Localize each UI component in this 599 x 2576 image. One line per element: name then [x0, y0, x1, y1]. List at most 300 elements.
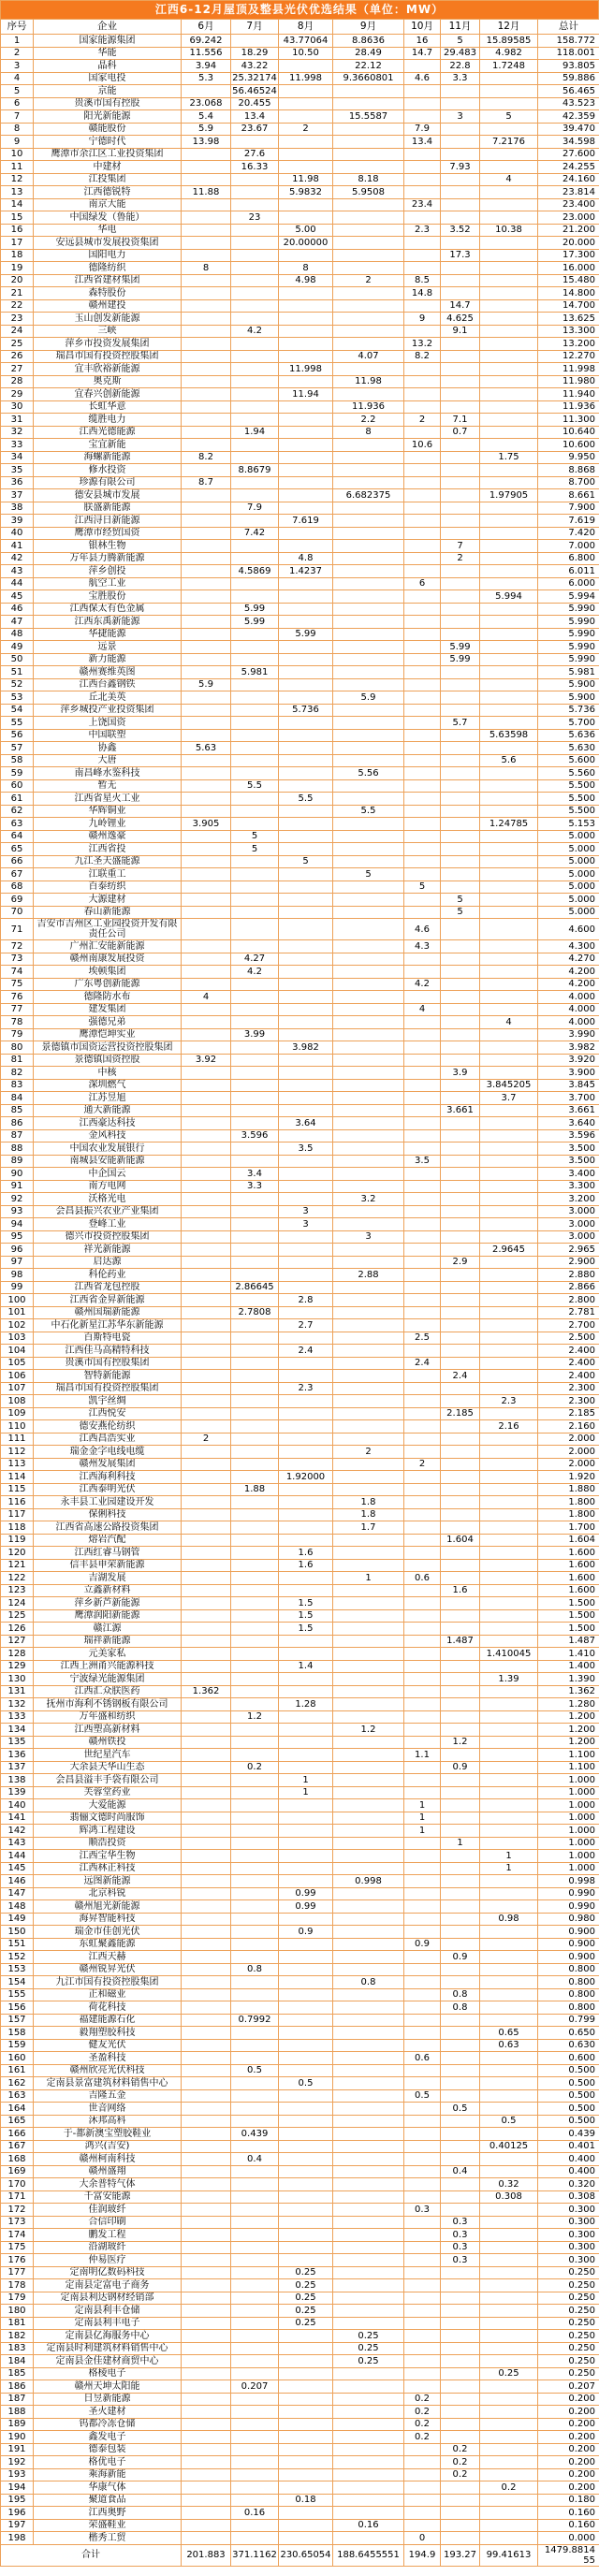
row-index-cell: 25 [1, 338, 34, 351]
month-value-cell [182, 1976, 231, 1989]
month-value-cell: 0.40125 [480, 2140, 538, 2153]
month-value-cell: 8 [279, 262, 333, 275]
total-cell: 0.800 [538, 2001, 599, 2015]
row-index-cell: 182 [1, 2330, 34, 2343]
total-cell: 0.180 [538, 2494, 599, 2507]
month-value-cell [480, 287, 538, 300]
company-cell: 吉隆五金 [34, 2089, 182, 2103]
month-value-cell [231, 1345, 279, 1358]
table-row [1, 489, 599, 502]
month-value-cell [333, 2064, 404, 2077]
month-value-cell [480, 805, 538, 818]
month-value-cell [279, 338, 333, 351]
row-index-cell: 17 [1, 237, 34, 250]
company-cell: 九岭锂业 [34, 818, 182, 831]
total-cell: 3.500 [538, 1142, 599, 1156]
month-value-cell [480, 1584, 538, 1597]
row-index-cell: 67 [1, 868, 34, 881]
month-value-cell [441, 1446, 480, 1459]
table-row [1, 2292, 599, 2305]
month-value-cell [404, 1345, 441, 1358]
total-cell: 27.600 [538, 148, 599, 161]
month-value-cell [333, 1180, 404, 1193]
month-value-cell [441, 1508, 480, 1521]
month-value-cell [231, 1724, 279, 1737]
month-value-cell: 0.9 [441, 1951, 480, 1964]
month-value-cell: 2.3 [279, 1382, 333, 1395]
total-cell: 0.800 [538, 1976, 599, 1989]
row-index-cell: 109 [1, 1407, 34, 1420]
month-value-cell [279, 1761, 333, 1774]
month-value-cell [441, 2178, 480, 2191]
month-value-cell [182, 464, 231, 477]
month-value-cell [404, 1168, 441, 1181]
table-row [1, 894, 599, 907]
table-row [1, 666, 599, 679]
month-value-cell [404, 966, 441, 979]
month-value-cell [404, 2456, 441, 2469]
month-value-cell [231, 1104, 279, 1117]
total-cell: 13.300 [538, 325, 599, 338]
table-row [1, 1623, 599, 1636]
month-value-cell [333, 2279, 404, 2292]
month-value-cell [480, 1837, 538, 1850]
month-value-cell [279, 742, 333, 755]
month-value-cell [231, 2039, 279, 2052]
total-cell: 0.200 [538, 2406, 599, 2419]
month-value-cell: 2.4 [441, 1370, 480, 1383]
month-value-cell [333, 590, 404, 604]
company-cell: 宜丰欣裕新能源 [34, 363, 182, 376]
month-value-cell [404, 1256, 441, 1269]
month-value-cell [480, 1521, 538, 1535]
column-header: 8月 [279, 20, 333, 35]
row-index-cell: 106 [1, 1370, 34, 1383]
row-index-cell: 14 [1, 198, 34, 211]
company-cell: 翡俪文德时尚服饰 [34, 1812, 182, 1825]
total-cell: 0.207 [538, 2380, 599, 2394]
month-value-cell [404, 855, 441, 868]
month-value-cell: 3.905 [182, 818, 231, 831]
month-value-cell [480, 515, 538, 528]
month-value-cell: 3.64 [279, 1117, 333, 1130]
month-value-cell [480, 476, 538, 489]
total-cell: 0.300 [538, 2229, 599, 2242]
company-cell: 奥克斯 [34, 375, 182, 388]
row-index-cell: 64 [1, 830, 34, 843]
month-value-cell [404, 1028, 441, 1041]
month-value-cell [279, 2027, 333, 2040]
month-total-cell: 230.65054 [279, 2544, 333, 2566]
month-value-cell [182, 1572, 231, 1585]
month-value-cell [182, 2254, 231, 2267]
table-row [1, 35, 599, 48]
month-value-cell: 3.94 [182, 60, 231, 73]
month-value-cell [404, 1067, 441, 1080]
total-cell: 2.000 [538, 1433, 599, 1446]
total-cell: 1.362 [538, 1685, 599, 1698]
column-header: 11月 [441, 20, 480, 35]
table-row [1, 1332, 599, 1345]
company-cell: 景德镇国资控股 [34, 1054, 182, 1067]
month-value-cell [480, 198, 538, 211]
month-value-cell [404, 1584, 441, 1597]
table-row [1, 1028, 599, 1041]
month-value-cell [404, 1559, 441, 1572]
month-value-cell [182, 1458, 231, 1471]
month-value-cell [404, 527, 441, 540]
month-value-cell: 23.068 [182, 97, 231, 110]
month-value-cell [182, 2089, 231, 2103]
month-value-cell [480, 414, 538, 427]
month-value-cell [182, 515, 231, 528]
company-cell: 大爱能源 [34, 1799, 182, 1812]
month-value-cell [441, 1218, 480, 1231]
month-value-cell [441, 855, 480, 868]
month-value-cell [480, 855, 538, 868]
month-value-cell [279, 540, 333, 553]
month-value-cell [182, 1357, 231, 1370]
row-index-cell: 82 [1, 1067, 34, 1080]
month-value-cell: 2 [441, 552, 480, 565]
total-cell: 0.800 [538, 1988, 599, 2001]
table-row [1, 148, 599, 161]
month-value-cell [333, 1812, 404, 1825]
table-row [1, 919, 599, 940]
total-cell: 0.200 [538, 2443, 599, 2456]
month-value-cell [182, 1003, 231, 1016]
table-row [1, 1951, 599, 1964]
table-row [1, 1938, 599, 1951]
month-value-cell [333, 97, 404, 110]
month-value-cell [279, 1104, 333, 1117]
header-row [1, 20, 599, 35]
column-header: 6月 [182, 20, 231, 35]
month-value-cell [441, 1092, 480, 1105]
month-value-cell: 11.998 [279, 363, 333, 376]
month-value-cell [441, 1028, 480, 1041]
month-value-cell [231, 1572, 279, 1585]
month-total-cell: 188.6455551 [333, 2544, 404, 2566]
company-cell: 宁波绿光能源集团 [34, 1673, 182, 1686]
month-value-cell [404, 186, 441, 199]
row-index-cell: 171 [1, 2190, 34, 2204]
table-row [1, 2393, 599, 2406]
company-cell: 国阳电力 [34, 249, 182, 262]
month-value-cell [480, 2532, 538, 2545]
month-value-cell [333, 2532, 404, 2545]
month-value-cell [404, 2153, 441, 2166]
month-value-cell: 9.3660801 [333, 72, 404, 85]
month-value-cell [480, 1129, 538, 1142]
table-row [1, 1433, 599, 1446]
total-cell: 4.200 [538, 966, 599, 979]
month-value-cell [279, 880, 333, 894]
row-index-cell: 86 [1, 1117, 34, 1130]
month-total-cell: 371.1162 [231, 2544, 279, 2566]
company-cell: 珍源有限公司 [34, 476, 182, 489]
total-cell: 11.940 [538, 388, 599, 401]
total-cell: 1.604 [538, 1534, 599, 1547]
month-value-cell: 2.4 [404, 1357, 441, 1370]
month-value-cell [182, 2443, 231, 2456]
row-index-cell: 66 [1, 855, 34, 868]
table-row [1, 1710, 599, 1724]
month-value-cell: 3.3 [441, 72, 480, 85]
row-index-cell: 183 [1, 2342, 34, 2355]
company-cell: 世音网络 [34, 2103, 182, 2116]
month-value-cell: 1.5 [279, 1597, 333, 1610]
row-index-cell: 191 [1, 2443, 34, 2456]
month-value-cell [441, 287, 480, 300]
row-index-cell: 2 [1, 47, 34, 60]
total-cell: 3.000 [538, 1218, 599, 1231]
row-index-cell: 144 [1, 1850, 34, 1863]
row-index-cell: 42 [1, 552, 34, 565]
month-value-cell: 1 [404, 1825, 441, 1838]
month-value-cell [231, 173, 279, 186]
month-value-cell [441, 793, 480, 806]
total-cell: 1.500 [538, 1623, 599, 1636]
month-value-cell: 3.982 [279, 1041, 333, 1055]
company-cell: 聚道食品 [34, 2494, 182, 2507]
company-cell: 华康气体 [34, 2481, 182, 2495]
month-value-cell [404, 2254, 441, 2267]
row-index-cell: 68 [1, 880, 34, 894]
month-value-cell [231, 628, 279, 641]
month-value-cell [182, 1521, 231, 1535]
month-value-cell [182, 2266, 231, 2279]
company-cell: 定南县利丰电子 [34, 2317, 182, 2330]
month-value-cell [441, 1458, 480, 1471]
month-value-cell [480, 616, 538, 629]
month-value-cell [279, 489, 333, 502]
total-cell: 4.000 [538, 1003, 599, 1016]
row-index-cell: 51 [1, 666, 34, 679]
total-cell: 1.000 [538, 1850, 599, 1863]
table-row [1, 1584, 599, 1597]
month-value-cell: 0.5 [279, 2077, 333, 2090]
month-value-cell: 1 [480, 1862, 538, 1875]
row-index-cell: 105 [1, 1357, 34, 1370]
month-value-cell [182, 843, 231, 856]
month-value-cell [480, 148, 538, 161]
month-value-cell [404, 1370, 441, 1383]
table-row [1, 704, 599, 717]
month-value-cell [333, 338, 404, 351]
month-value-cell [333, 1054, 404, 1067]
month-value-cell [182, 1850, 231, 1863]
total-cell: 23.400 [538, 198, 599, 211]
month-value-cell [404, 110, 441, 124]
table-row [1, 1407, 599, 1420]
month-value-cell [333, 1988, 404, 2001]
company-cell: 南昌峰水鉴科技 [34, 767, 182, 780]
month-value-cell [182, 1117, 231, 1130]
total-cell: 0.998 [538, 1875, 599, 1888]
total-cell: 118.001 [538, 47, 599, 60]
month-value-cell [182, 2128, 231, 2141]
total-cell: 11.998 [538, 363, 599, 376]
month-value-cell [279, 426, 333, 439]
month-value-cell: 0.6 [404, 1572, 441, 1585]
month-value-cell [279, 1521, 333, 1535]
month-value-cell [182, 2456, 231, 2469]
company-cell: 江西省高速公路投资集团 [34, 1521, 182, 1535]
company-cell: 鹰潭市经贸国资 [34, 527, 182, 540]
month-value-cell: 4.07 [333, 350, 404, 363]
month-value-cell [279, 2089, 333, 2103]
month-value-cell [333, 818, 404, 831]
month-value-cell [441, 338, 480, 351]
month-value-cell [182, 1142, 231, 1156]
month-value-cell [480, 1887, 538, 1900]
month-value-cell: 11.88 [182, 186, 231, 199]
total-cell: 0.990 [538, 1900, 599, 1914]
month-value-cell [404, 262, 441, 275]
total-cell: 0.799 [538, 2014, 599, 2027]
month-value-cell [441, 1887, 480, 1900]
solar-results-table [0, 19, 599, 2567]
month-value-cell [333, 2481, 404, 2495]
row-index-cell: 4 [1, 72, 34, 85]
month-value-cell [441, 1660, 480, 1673]
table-title: 江西6-12月屋顶及整县光伏优选结果（单位：MW） [0, 0, 599, 19]
month-value-cell [182, 729, 231, 742]
month-value-cell [333, 577, 404, 590]
month-value-cell [441, 880, 480, 894]
month-value-cell [333, 1319, 404, 1332]
month-value-cell [182, 2532, 231, 2545]
month-value-cell [333, 616, 404, 629]
month-value-cell [441, 186, 480, 199]
month-value-cell [182, 666, 231, 679]
table-row [1, 2014, 599, 2027]
month-value-cell [441, 2279, 480, 2292]
month-value-cell: 0.9 [441, 1761, 480, 1774]
month-value-cell [404, 653, 441, 666]
month-value-cell [333, 1420, 404, 1434]
month-value-cell [182, 2052, 231, 2065]
month-value-cell [404, 464, 441, 477]
month-value-cell [182, 894, 231, 907]
row-index-cell: 138 [1, 1774, 34, 1787]
total-cell: 1.000 [538, 1812, 599, 1825]
row-index-cell: 63 [1, 818, 34, 831]
month-value-cell [279, 1749, 333, 1762]
table-body [1, 35, 599, 2545]
row-index-cell: 33 [1, 439, 34, 452]
month-value-cell [231, 1332, 279, 1345]
table-row [1, 1458, 599, 1471]
total-cell: 4.270 [538, 953, 599, 966]
row-index-cell: 141 [1, 1812, 34, 1825]
row-index-cell: 73 [1, 953, 34, 966]
month-value-cell [182, 1370, 231, 1383]
total-cell: 11.300 [538, 414, 599, 427]
month-value-cell: 1.5 [279, 1623, 333, 1636]
month-value-cell [404, 991, 441, 1004]
month-value-cell [182, 148, 231, 161]
table-row [1, 1508, 599, 1521]
table-row [1, 2279, 599, 2292]
total-cell: 1.700 [538, 1521, 599, 1535]
month-value-cell [279, 991, 333, 1004]
company-cell: 赣州发展集团 [34, 1458, 182, 1471]
company-cell: 银林生物 [34, 540, 182, 553]
month-value-cell [441, 1395, 480, 1408]
month-value-cell [333, 2014, 404, 2027]
month-value-cell: 0.8 [231, 1963, 279, 1976]
month-value-cell [333, 1609, 404, 1623]
month-value-cell [231, 1446, 279, 1459]
month-value-cell: 5.9 [182, 123, 231, 136]
month-value-cell [279, 1875, 333, 1888]
company-cell: 定南县时利建筑材料销售中心 [34, 2342, 182, 2355]
month-value-cell [404, 148, 441, 161]
row-index-cell: 108 [1, 1395, 34, 1408]
month-value-cell [404, 1862, 441, 1875]
month-value-cell [231, 299, 279, 313]
month-value-cell [333, 2367, 404, 2380]
row-index-cell: 112 [1, 1446, 34, 1459]
table-row [1, 1673, 599, 1686]
company-cell: 江西省投 [34, 843, 182, 856]
month-value-cell [480, 350, 538, 363]
month-value-cell [404, 97, 441, 110]
month-value-cell [480, 1547, 538, 1560]
month-value-cell [182, 1345, 231, 1358]
company-cell: 抚州市海利不锈钢板有限公司 [34, 1698, 182, 1711]
total-cell: 1.400 [538, 1660, 599, 1673]
company-cell: 赣州旭光新能源 [34, 1900, 182, 1914]
month-value-cell [182, 1837, 231, 1850]
month-value-cell [182, 1774, 231, 1787]
month-value-cell [231, 2266, 279, 2279]
table-row [1, 843, 599, 856]
total-cell: 5.990 [538, 616, 599, 629]
total-cell: 1.800 [538, 1496, 599, 1509]
row-index-cell: 99 [1, 1281, 34, 1294]
month-value-cell [279, 641, 333, 654]
total-cell: 6.000 [538, 577, 599, 590]
company-cell: 中核 [34, 1067, 182, 1080]
month-value-cell [480, 2443, 538, 2456]
row-index-cell: 90 [1, 1168, 34, 1181]
month-value-cell [182, 779, 231, 793]
month-value-cell [182, 855, 231, 868]
month-value-cell [404, 1547, 441, 1560]
month-value-cell [182, 691, 231, 705]
month-value-cell [480, 1976, 538, 1989]
month-value-cell [279, 1913, 333, 1926]
month-value-cell [333, 1016, 404, 1029]
total-cell: 0.160 [538, 2519, 599, 2532]
month-value-cell [231, 2456, 279, 2469]
month-value-cell [441, 1041, 480, 1055]
month-value-cell [404, 2367, 441, 2380]
month-value-cell [333, 1749, 404, 1762]
month-value-cell [231, 1395, 279, 1408]
month-value-cell [333, 313, 404, 326]
month-value-cell [231, 1117, 279, 1130]
company-cell: 登峰工业 [34, 1218, 182, 1231]
month-value-cell [231, 729, 279, 742]
company-cell: 贵溪市国有控股集团 [34, 1357, 182, 1370]
table-row [1, 868, 599, 881]
month-value-cell [182, 2342, 231, 2355]
row-index-cell: 80 [1, 1041, 34, 1055]
